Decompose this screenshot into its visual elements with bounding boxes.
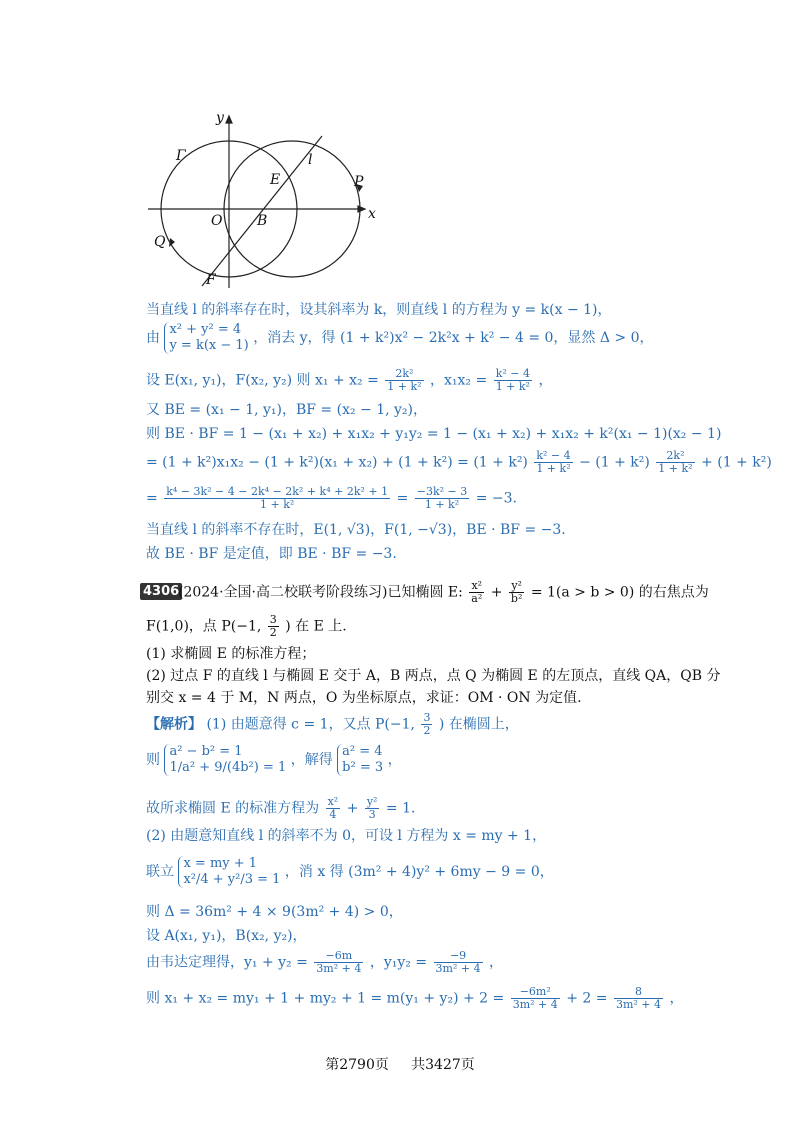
problem-q2b: 别交 x = 4 于 M，N 两点，O 为坐标原点，求证：OM · ON 为定值. [146,690,582,706]
text: 设 E(x₁, y₁)，F(x₂, y₂) 则 x₁ + x₂ = [146,372,379,389]
sol1-system [164,322,248,354]
text: = (1 + k²)x₁x₂ − (1 + k²)(x₁ + x₂) + (1 + k²) = (1 + k²) [146,454,528,471]
text: = 1(a > b > 0) 的右焦点为 [530,584,709,601]
sol2-line6: 则 Δ = 36m² + 4 × 9(3m² + 4) > 0， [146,904,403,920]
label-gamma: Γ [176,148,186,164]
fraction: $\frac{\text{2k²}}{\text{1 + k²}}$ [658,449,693,475]
page-footer [0,1054,800,1074]
sol2-line7: 设 A(x₁, y₁)，B(x₂, y₂)， [146,928,307,944]
geometry-figure [140,108,400,298]
analysis-tag: 【解析】 [146,716,202,733]
sol2-line3 [146,796,415,821]
label-q: Q [154,234,166,250]
label-x: x [368,206,376,222]
text: ，y₁y₂ = [369,954,428,971]
fraction: $\frac{\text{y²}}{\text{b²}}$ [510,579,523,605]
text: ) 在椭圆上， [438,716,519,733]
problem-q2a: (2) 过点 F 的直线 l 与椭圆 E 交于 A，B 两点，点 Q 为椭圆 E 的左顶点，直线 QA，QB 分 [146,668,721,684]
text: = 1. [385,800,416,817]
text: ，x₁x₂ = [430,372,488,389]
sol1-line4: 又 BE = (x₁ − 1, y₁)，BF = (x₂ − 1, y₂)， [146,402,428,418]
fraction: $\frac{-9}{\text{3m² + 4}}$ [435,949,481,975]
sol1-line1: 当直线 l 的斜率存在时，设其斜率为 k，则直线 l 的方程为 y = k(x − 1)， [146,302,612,318]
sol2-line5 [146,856,554,888]
text: = [146,490,158,507]
text: 联立 [146,864,174,880]
text: − (1 + k²) [579,454,650,471]
fraction: $\frac{\text{−3k² − 3}}{\text{1 + k²}}$ [416,485,468,511]
sol1-line6 [146,450,772,475]
text: ， [387,752,402,768]
fraction: $\frac{\text{k² − 4}}{\text{1 + k²}}$ [536,449,571,475]
line-l [202,136,322,286]
page-number: 第2790页 [325,1057,389,1073]
text: (2024·全国·高二校联考阶段练习)已知椭圆 E: [178,584,463,601]
label-y: y [216,110,224,126]
label-b: B [257,213,268,229]
text: + [490,584,503,601]
label-e: E [270,172,281,188]
text: 则 [146,752,160,768]
x-axis-arrow [358,206,365,212]
sol1-line9: 故 BE · BF 是定值，即 BE · BF = −3. [146,546,397,562]
fraction: $\frac{\text{x²}}{\text{a²}}$ [471,579,483,605]
sol2-line9 [146,986,683,1011]
fraction: $\frac{\text{y²}}{3}$ [366,795,378,821]
fraction: $\frac{\text{2k²}}{\text{1 + k²}}$ [387,367,422,393]
system: a² − b² = 1 1/a² + 9/(4b²) = 1 [164,744,286,776]
problem-number-badge: 4306 [140,583,182,600]
text: F(1,0)，点 P(−1, [146,618,262,635]
sol1-line7 [146,486,517,511]
text: 由韦达定理得，y₁ + y₂ = [146,954,308,971]
sol1-line5: 则 BE · BF = 1 − (x₁ + x₂) + x₁x₂ + y₁y₂ = 1 − (x₁ + x₂) + x₁x₂ + k²(x₁ − 1)(x₂ − 1) [146,426,722,442]
system: x = my + 1 x²/4 + y²/3 = 1 [178,856,280,888]
page-total: 共3427页 [411,1057,475,1073]
fraction: $\frac{\text{x²}}{4}$ [327,795,339,821]
fraction: $\frac{3}{2}$ [423,711,431,737]
label-o: O [211,213,223,229]
problem-q1: (1) 求椭圆 E 的标准方程； [146,646,316,662]
sol1-l2-pre: 由 [146,330,160,346]
sol2-line4: (2) 由题意知直线 l 的斜率不为 0，可设 l 方程为 x = my + 1， [146,828,547,844]
text: + (1 + k²) [701,454,772,471]
text: 故所求椭圆 E 的标准方程为 [146,800,320,817]
label-p: P [354,174,364,190]
text: = [396,490,409,507]
label-f: F [206,272,216,288]
sol1-line8: 当直线 l 的斜率不存在时，E(1, √3)，F(1, −√3)，BE · BF = −3. [146,522,566,538]
sol2-line2 [146,744,402,776]
system: a² = 4 b² = 3 [337,744,383,776]
text: 则 x₁ + x₂ = my₁ + 1 + my₂ + 1 = m(y₁ + y₂) + 2 = [146,990,505,1007]
sol1-l2-post: ，消去 y，得 (1 + k²)x² − 2k²x + k² − 4 = 0，显然 Δ > 0， [253,330,654,346]
text: ，解得 [290,752,333,768]
text: ， [538,372,553,389]
sol2-line1 [146,712,519,737]
text: ，消 x 得 (3m² + 4)y² + 6my − 9 = 0， [284,864,554,880]
sys-eq2: y = k(x − 1) [169,338,249,353]
text: ， [489,954,504,971]
text: (1) 由题意得 c = 1，又点 P(−1, [206,716,415,733]
fraction: $\frac{\text{k⁴ − 3k² − 4 − 2k⁴ − 2k² + k⁴ + 2k² + 1}}{\text{1 + k²}}$ [166,485,389,511]
fraction: $\frac{\text{−6m²}}{\text{3m² + 4}}$ [512,985,558,1011]
sol1-line2 [146,322,654,354]
fraction: $\frac{3}{2}$ [269,613,277,639]
text: + [346,800,359,817]
text: ) 在 E 上. [285,618,347,635]
problem-line1 [178,580,709,605]
text: + 2 = [566,990,608,1007]
sol2-line8 [146,950,503,975]
sys-eq1: x² + y² = 4 [169,322,242,337]
y-axis-arrow [226,116,232,123]
fraction: $\frac{8}{\text{3m² + 4}}$ [615,985,662,1011]
text: ， [669,990,684,1007]
fraction: $\frac{-6m}{\text{3m² + 4}}$ [316,949,362,975]
problem-line2 [146,614,347,639]
text: = −3. [475,490,517,507]
fraction: $\frac{\text{k² − 4}}{\text{1 + k²}}$ [495,367,530,393]
label-l: l [308,152,313,168]
sol1-line3 [146,368,552,393]
